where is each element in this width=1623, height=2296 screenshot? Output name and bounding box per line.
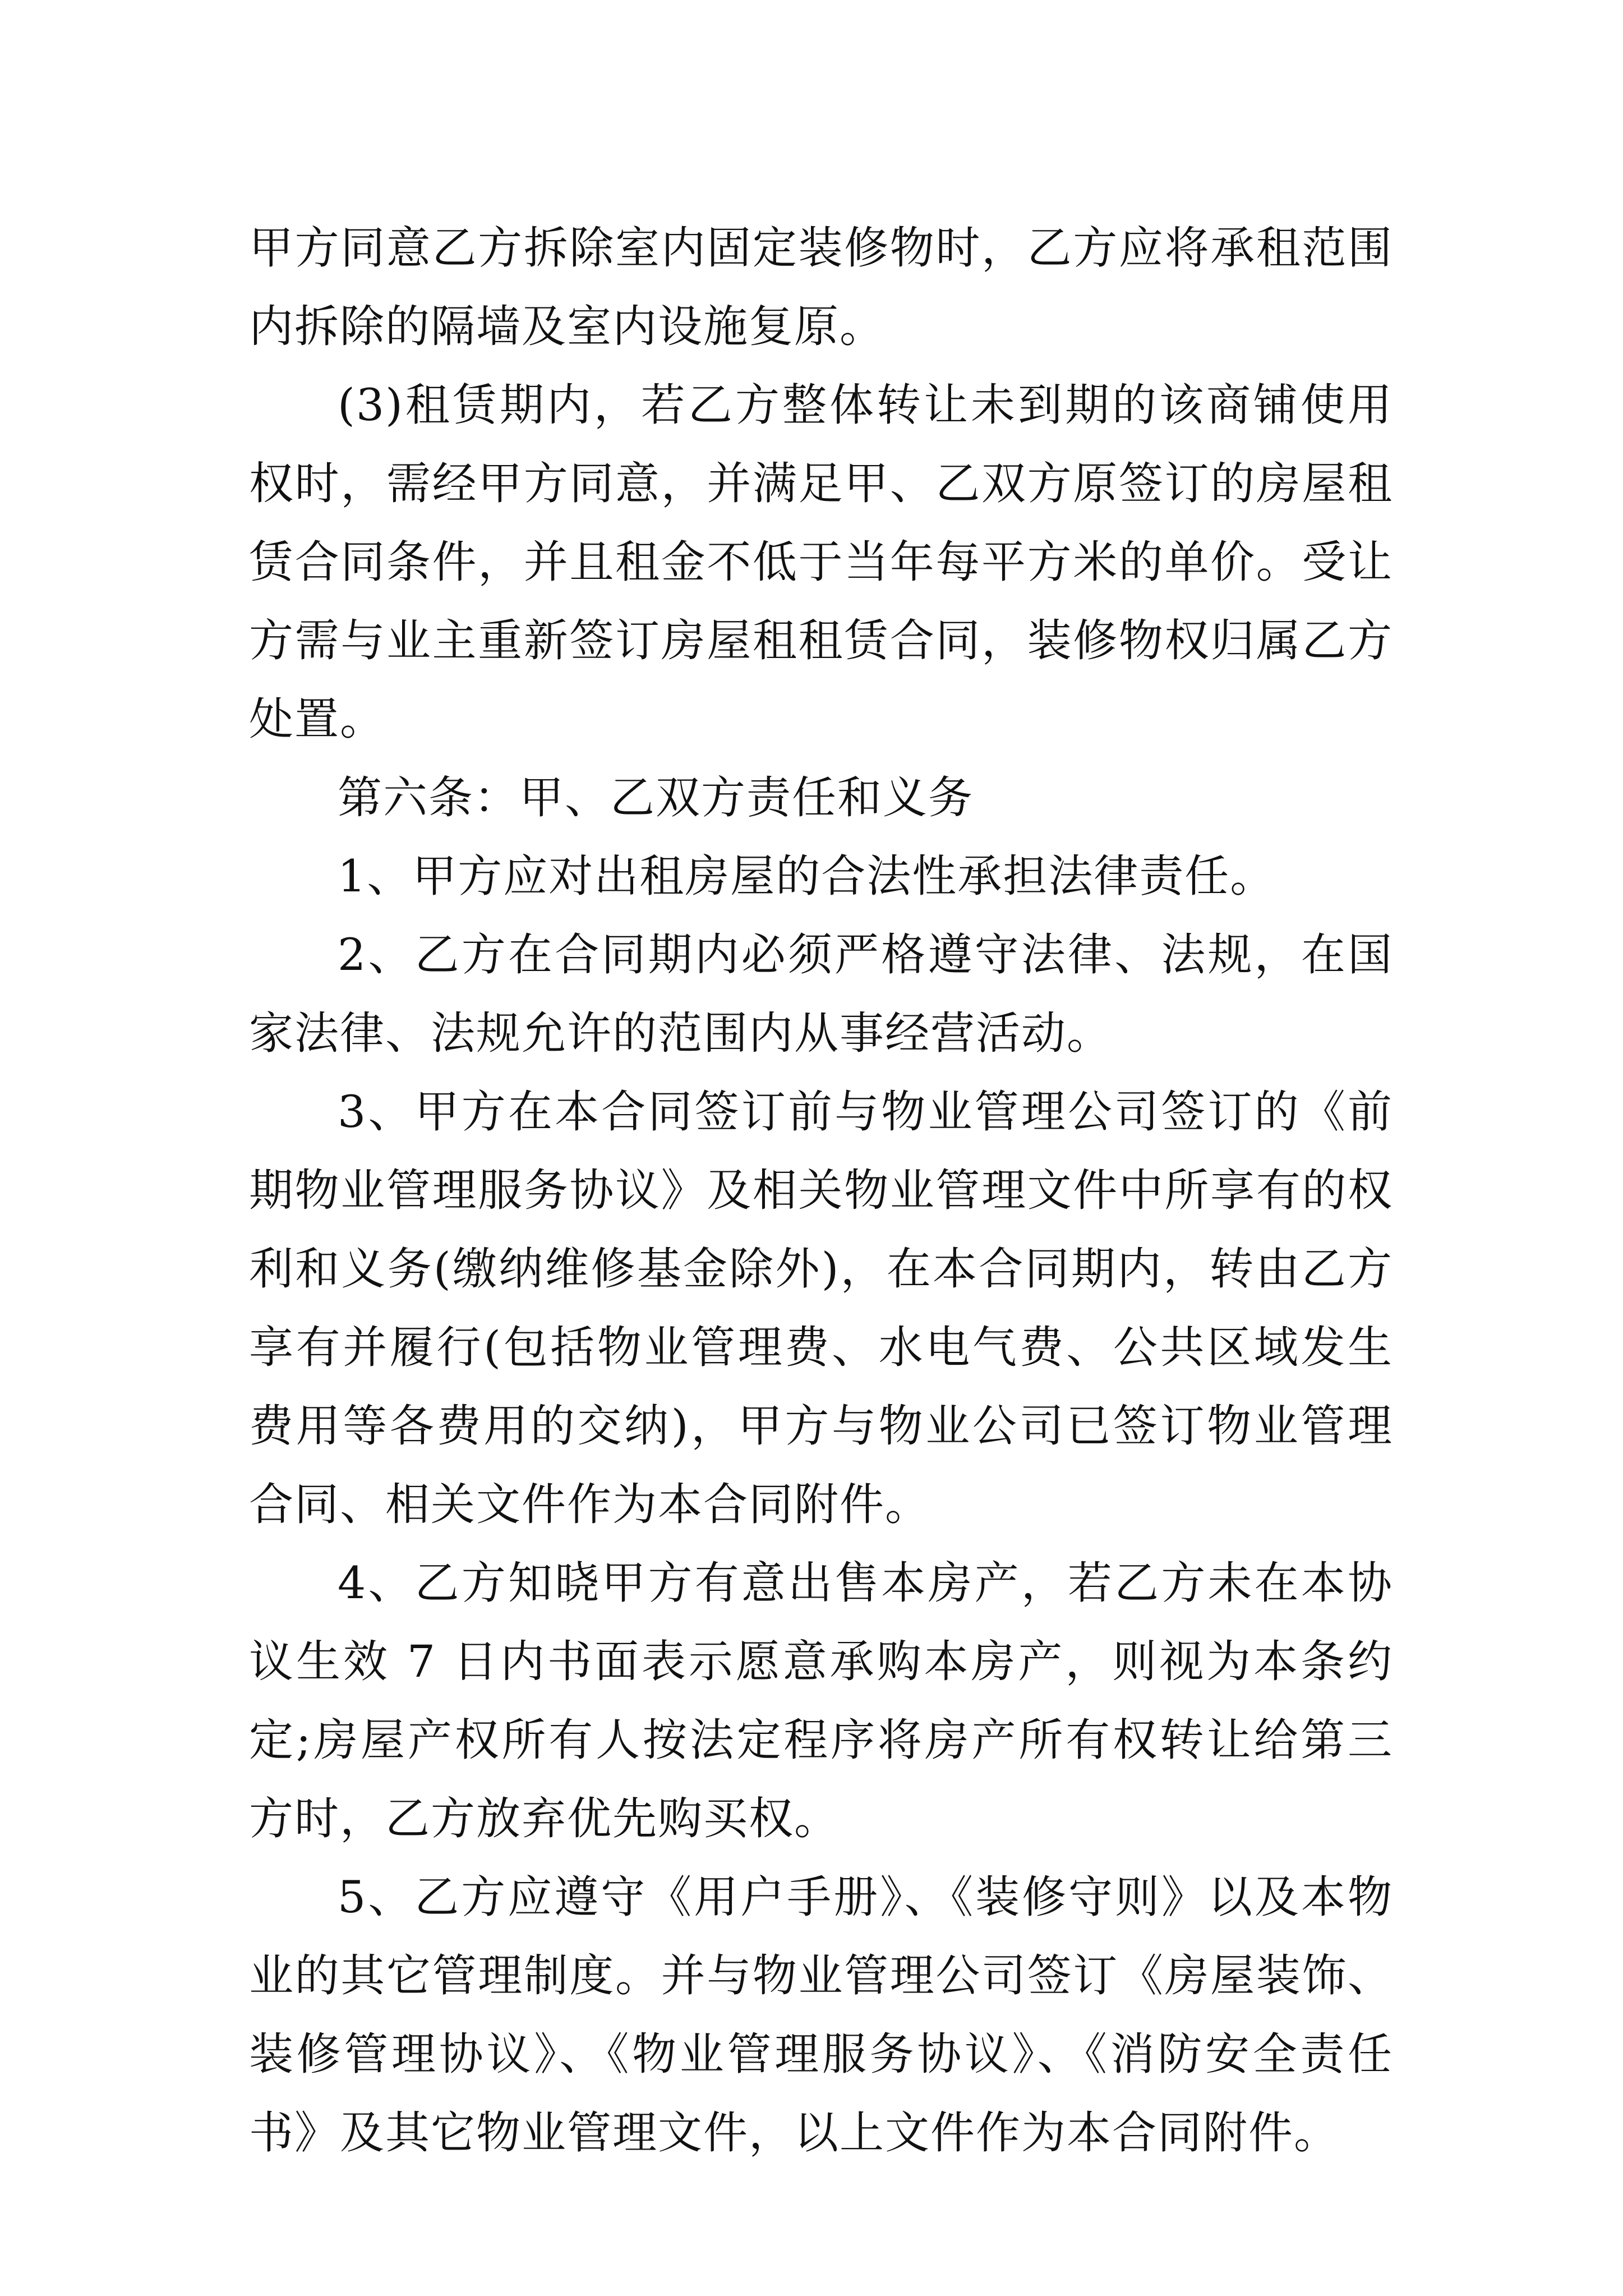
document-body <box>249 209 1393 2172</box>
paragraph-continuation: 甲方同意乙方拆除室内固定装修物时，乙方应将承租范围内拆除的隔墙及室内设施复原。 <box>249 222 1393 352</box>
paragraph-item-2: 2、乙方在合同期内必须严格遵守法律、法规，在国家法律、法规允许的范围内从事经营活动。 <box>249 929 1393 1059</box>
paragraph-item-4: 4、乙方知晓甲方有意出售本房产，若乙方未在本协议生效 7 日内书面表示愿意承购本房产，则视为本条约定;房屋产权所有人按法定程序将房产所有权转让给第三方时，乙方放弃优先购买权。 <box>249 1557 1393 1844</box>
paragraph-item-1: 1、甲方应对出租房屋的合法性承担法律责任。 <box>338 850 1276 902</box>
section-heading-article-6: 第六条：甲、乙双方责任和义务 <box>338 772 974 823</box>
paragraph-item-3: 3、甲方在本合同签订前与物业管理公司签订的《前期物业管理服务协议》及相关物业管理文件中所享有的权利和义务(缴纳维修基金除外)，在本合同期内，转由乙方享有并履行(包括物业管理费、水电气费、公共区域发生费用等各费用的交纳)，甲方与物业公司已签订物业管理合同、相关文件作为本合同附件。 <box>249 1086 1393 1530</box>
paragraph-clause-3: (3)租赁期内，若乙方整体转让未到期的该商铺使用权时，需经甲方同意，并满足甲、乙双方原签订的房屋租赁合同条件，并且租金不低于当年每平方米的单价。受让方需与业主重新签订房屋租租赁合同，装修物权归属乙方处置。 <box>249 379 1393 745</box>
paragraph-item-5: 5、乙方应遵守《用户手册》、《装修守则》以及本物业的其它管理制度。并与物业管理公司签订《房屋装饰、装修管理协议》、《物业管理服务协议》、《消防安全责任书》及其它物业管理文件，以上文件作为本合同附件。 <box>249 1871 1393 2159</box>
